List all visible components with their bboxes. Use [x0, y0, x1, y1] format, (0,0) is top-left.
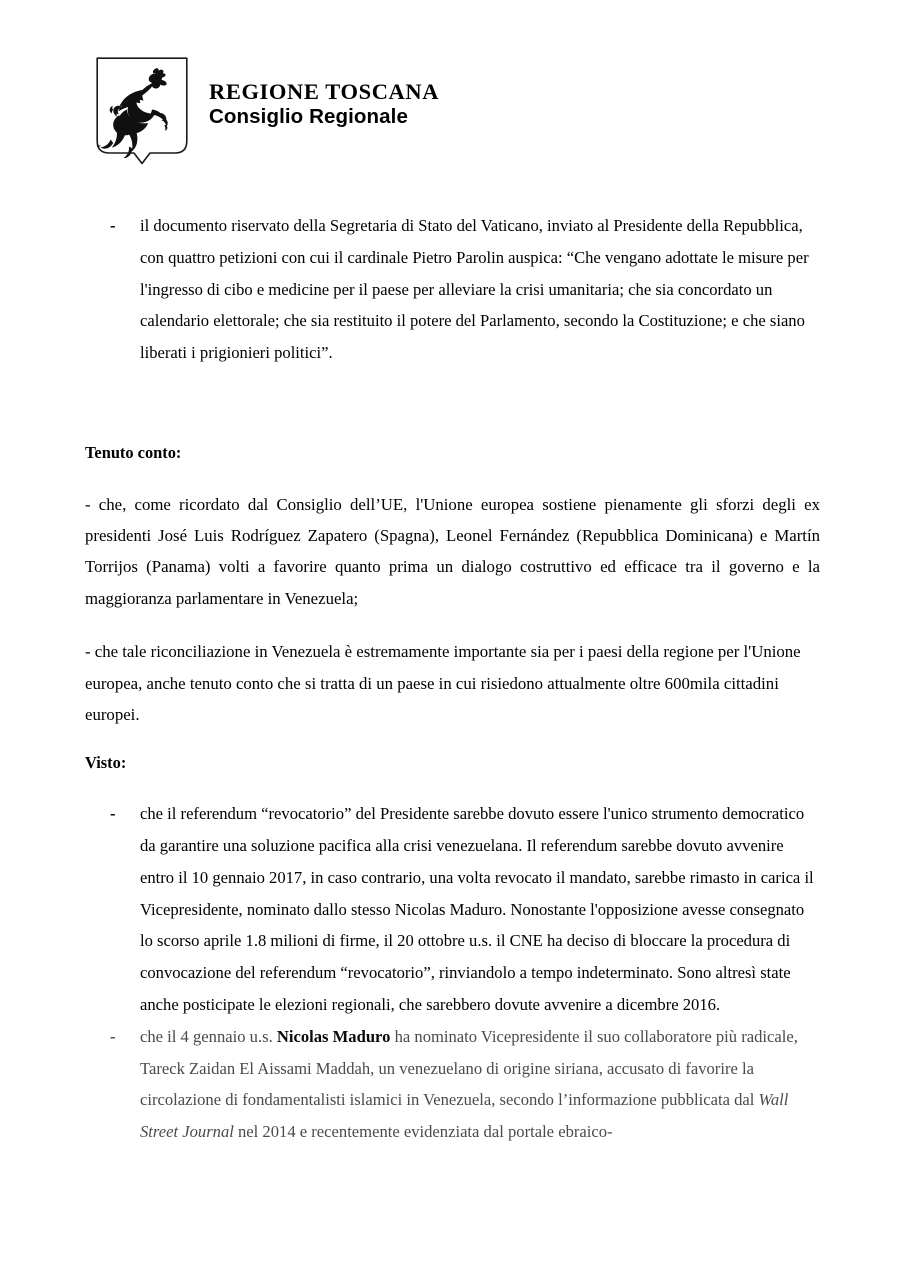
spacer — [85, 772, 820, 798]
list-item-text-part-1: che il 4 gennaio u.s. — [140, 1026, 277, 1046]
list-item-text-part-2: ha nominato Vicepresidente il suo collaboratore più radicale, Tareck Zaidan El Aissami Maddah, un venezuelano di origine siriana, accusato di favorire la circolazione di fondamentalisti islamici in Venezuela, secondo l’informazione pubblicata dal — [140, 1026, 798, 1110]
organization-subtitle: Consiglio Regionale — [209, 104, 408, 128]
intro-bullet-list — [85, 210, 820, 369]
section-heading-tenuto-conto: Tenuto conto: — [85, 442, 182, 462]
letterhead — [96, 57, 439, 169]
paragraph: - che, come ricordato dal Consiglio dell’UE, l'Unione europea sostiene pienamente gli sforzi degli ex presidenti José Luis Rodríguez Zapatero (Spagna), Leonel Fernández (Repubblica Dominicana) e Martín Torrijos (Panama) volti a favorire quanto prima un dialogo costruttivo ed efficace tra il governo e la maggioranza parlamentare in Venezuela; — [85, 494, 820, 608]
organization-name: REGIONE TOSCANA — [209, 79, 440, 104]
bullet-marker: - — [110, 216, 116, 235]
visto-bullet-list — [85, 798, 820, 1148]
spacer — [85, 614, 820, 636]
bullet-marker: - — [110, 1026, 116, 1046]
list-item-text-part-3: nel 2014 e recentemente evidenziata dal portale ebraico- — [233, 1122, 613, 1142]
list-item-text: che il referendum “revocatorio” del Presidente sarebbe dovuto essere l'unico strumento democratico da garantire una soluzione pacifica alla crisi venezuelana. Il referendum sarebbe dovuto avvenire entro il 10 gennaio 2017, in caso contrario, una volta revocato il mandato, sarebbe rimasto in carica il Vicepresidente, nominato dallo stesso Nicolas Maduro. Nonostante l'opposizione avesse consegnato lo scorso aprile 1.8 milioni di firme, il 20 ottobre u.s. il CNE ha deciso di bloccare la procedura di convocazione del referendum “revocatorio”, rinviandolo a tempo indeterminato. Sono altresì state anche posticipate le elezioni regionali, che sarebbero dovute avvenire a dicembre 2016. — [140, 804, 814, 1014]
list-item — [85, 210, 820, 369]
paragraph: - che tale riconciliazione in Venezuela è estremamente importante sia per i paesi della regione per l'Unione europea, anche tenuto conto che si tratta di un paese in cui risiedono attualmente oltre 600mila cittadini europei. — [85, 642, 801, 725]
pegasus-crest-icon — [96, 57, 188, 169]
letterhead-text — [209, 81, 439, 127]
emphasized-name: Nicolas Maduro — [276, 1026, 391, 1046]
spacer — [85, 731, 820, 753]
document-body — [85, 210, 820, 1148]
bullet-marker: - — [110, 804, 116, 824]
list-item-text: il documento riservato della Segretaria di Stato del Vaticano, inviato al Presidente della Repubblica, con quattro petizioni con cui il cardinale Pietro Parolin auspica: “Che vengano adottate le misure per l'ingresso di cibo e medicine per il paese per alleviare la crisi umanitaria; che sia concordato un calendario elettorale; che sia restituito il potere del Parlamento, secondo la Costituzione; e che siano liberati i prigionieri politici”. — [140, 216, 809, 363]
list-item — [85, 1021, 820, 1148]
section-heading-visto: Visto: — [85, 752, 127, 772]
list-item — [85, 798, 820, 1021]
spacer — [85, 463, 820, 489]
publication-title: Wall Street Journal — [140, 1090, 789, 1142]
spacer — [85, 369, 820, 443]
